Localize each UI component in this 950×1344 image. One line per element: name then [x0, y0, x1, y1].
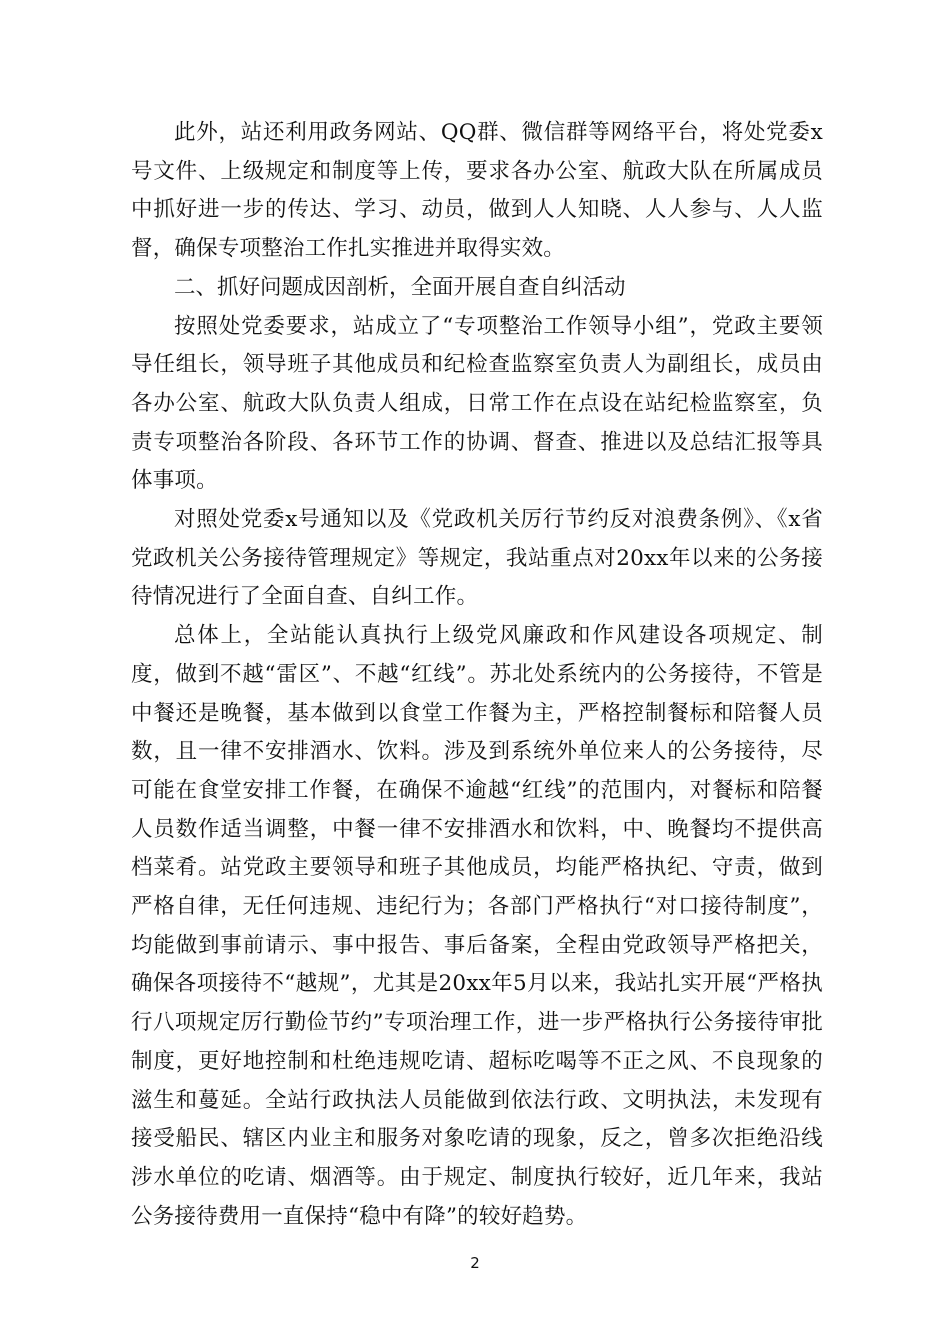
paragraph-platform-publicity: 此外，站还利用政务网站、QQ群、微信群等网络平台，将处党委x号文件、上级规定和制度等上传，要求各办公室、航政大队在所属成员中抓好进一步的传达、学习、动员，做到人人知晓、人人参与、人人监督，确保专项整治工作扎实推进并取得实效。	[131, 120, 823, 262]
paragraph-overall-summary: 总体上，全站能认真执行上级党风廉政和作风建设各项规定、制度，做到不越“雷区”、不越“红线”。苏北处系统内的公务接待，不管是中餐还是晚餐，基本做到以食堂工作餐为主，严格控制餐标和陪餐人员数，且一律不安排酒水、饮料。涉及到系统外单位来人的公务接待，尽可能在食堂安排工作餐，在确保不逾越“红线”的范围内，对餐标和陪餐人员数作适当调整，中餐一律不安排酒水和饮料，中、晚餐均不提供高档菜肴。站党政主要领导和班子其他成员，均能严格执纪、守责，做到严格自律，无任何违规、违纪行为；各部门严格执行“对口接待制度”，均能做到事前请示、事中报告、事后备案，全程由党政领导严格把关，确保各项接待不“越规”，尤其是20xx年5月以来，我站扎实开展“严格执行八项规定厉行勤俭节约”专项治理工作，进一步严格执行公务接待审批制度，更好地控制和杜绝违规吃请、超标吃喝等不正之风、不良现象的滋生和蔓延。全站行政执法人员能做到依法行政、文明执法，未发现有接受船民、辖区内业主和服务对象吃请的现象，反之，曾多次拒绝沿线涉水单位的吃请、烟酒等。由于规定、制度执行较好，近几年来，我站公务接待费用一直保持“稳中有降”的较好趋势。	[131, 623, 823, 1229]
paragraph-leading-group: 按照处党委要求，站成立了“专项整治工作领导小组”，党政主要领导任组长，领导班子其他成员和纪检查监察室负责人为副组长，成员由各办公室、航政大队负责人组成，日常工作在点设在站纪检监察室，负责专项整治各阶段、各环节工作的协调、督查、推进以及总结汇报等具体事项。	[131, 313, 823, 494]
page-number: 2	[470, 1254, 480, 1272]
document-body	[131, 114, 823, 1236]
paragraph-self-inspection: 对照处党委x号通知以及《党政机关厉行节约反对浪费条例》、《x省党政机关公务接待管理规定》等规定，我站重点对20xx年以来的公务接待情况进行了全面自查、自纠工作。	[131, 507, 823, 610]
section-heading-2: 二、抓好问题成因剖析，全面开展自查自纠活动	[174, 274, 626, 300]
